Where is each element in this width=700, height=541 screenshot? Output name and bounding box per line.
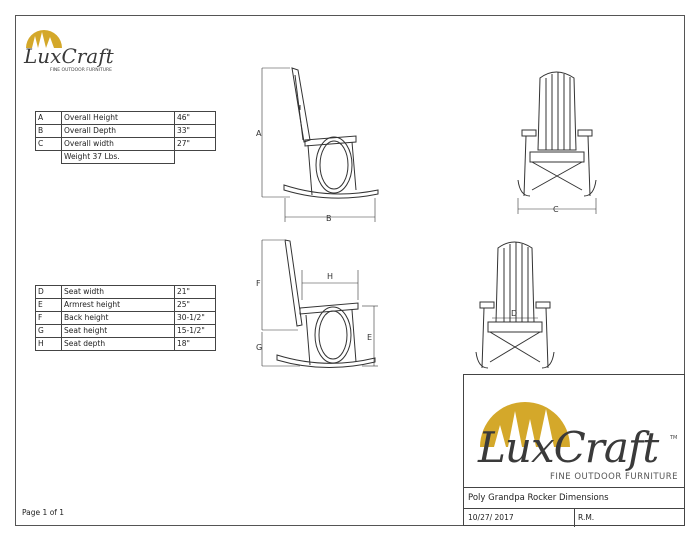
dim-label-a: A (256, 129, 262, 138)
dim-label: Seat height (62, 325, 175, 338)
drawing-title: Poly Grandpa Rocker Dimensions (464, 487, 684, 508)
dim-label-g: G (256, 343, 263, 352)
dim-label-d: D (511, 309, 518, 318)
dim-label: Seat width (62, 286, 175, 299)
logo-large-tagline: FINE OUTDOOR FURNITURE (550, 472, 679, 482)
front-view-bottom (476, 242, 554, 368)
dim-label-e: E (367, 333, 373, 342)
dim-code: D (36, 286, 62, 299)
dim-code: C (36, 138, 62, 151)
title-block-divider (574, 509, 575, 527)
logo-large-trademark: TM (670, 435, 678, 441)
logo-large-brand: LuxCraft (478, 423, 659, 472)
front-view-top (518, 72, 596, 214)
dim-value: 46" (175, 112, 216, 125)
dim-label-c: C (553, 205, 559, 214)
dim-label: Armrest height (62, 299, 175, 312)
dim-code: E (36, 299, 62, 312)
dim-value: 27" (175, 138, 216, 151)
dim-label-b: B (326, 214, 332, 223)
dim-value: 18" (175, 338, 216, 351)
dim-label: Overall Height (62, 112, 175, 125)
dim-code: H (36, 338, 62, 351)
logo-large (464, 375, 684, 487)
page-indicator: Page 1 of 1 (22, 508, 65, 517)
dim-label: Overall width (62, 138, 175, 151)
weight-cell: Weight 37 Lbs. (62, 151, 175, 164)
dim-label-f: F (256, 279, 261, 288)
title-block-meta-row (464, 508, 684, 526)
logo-small-brand: LuxCraft (24, 44, 114, 68)
drawing-author: R.M. (578, 513, 595, 522)
drawing-date: 10/27/ 2017 (468, 513, 514, 522)
dim-code: F (36, 312, 62, 325)
dim-value: 30-1/2" (175, 312, 216, 325)
side-view-top (262, 68, 378, 222)
dim-value: 33" (175, 125, 216, 138)
logo-small-tagline: FINE OUTDOOR FURNITURE (50, 68, 112, 73)
dim-value: 25" (175, 299, 216, 312)
dim-code: B (36, 125, 62, 138)
dim-value: 15-1/2" (175, 325, 216, 338)
dim-code: A (36, 112, 62, 125)
side-view-bottom (262, 240, 378, 368)
dim-value: 21" (175, 286, 216, 299)
dim-label-h: H (327, 272, 334, 281)
title-block (463, 374, 685, 526)
dim-code: G (36, 325, 62, 338)
dim-label: Seat depth (62, 338, 175, 351)
dim-label: Overall Depth (62, 125, 175, 138)
dim-label: Back height (62, 312, 175, 325)
